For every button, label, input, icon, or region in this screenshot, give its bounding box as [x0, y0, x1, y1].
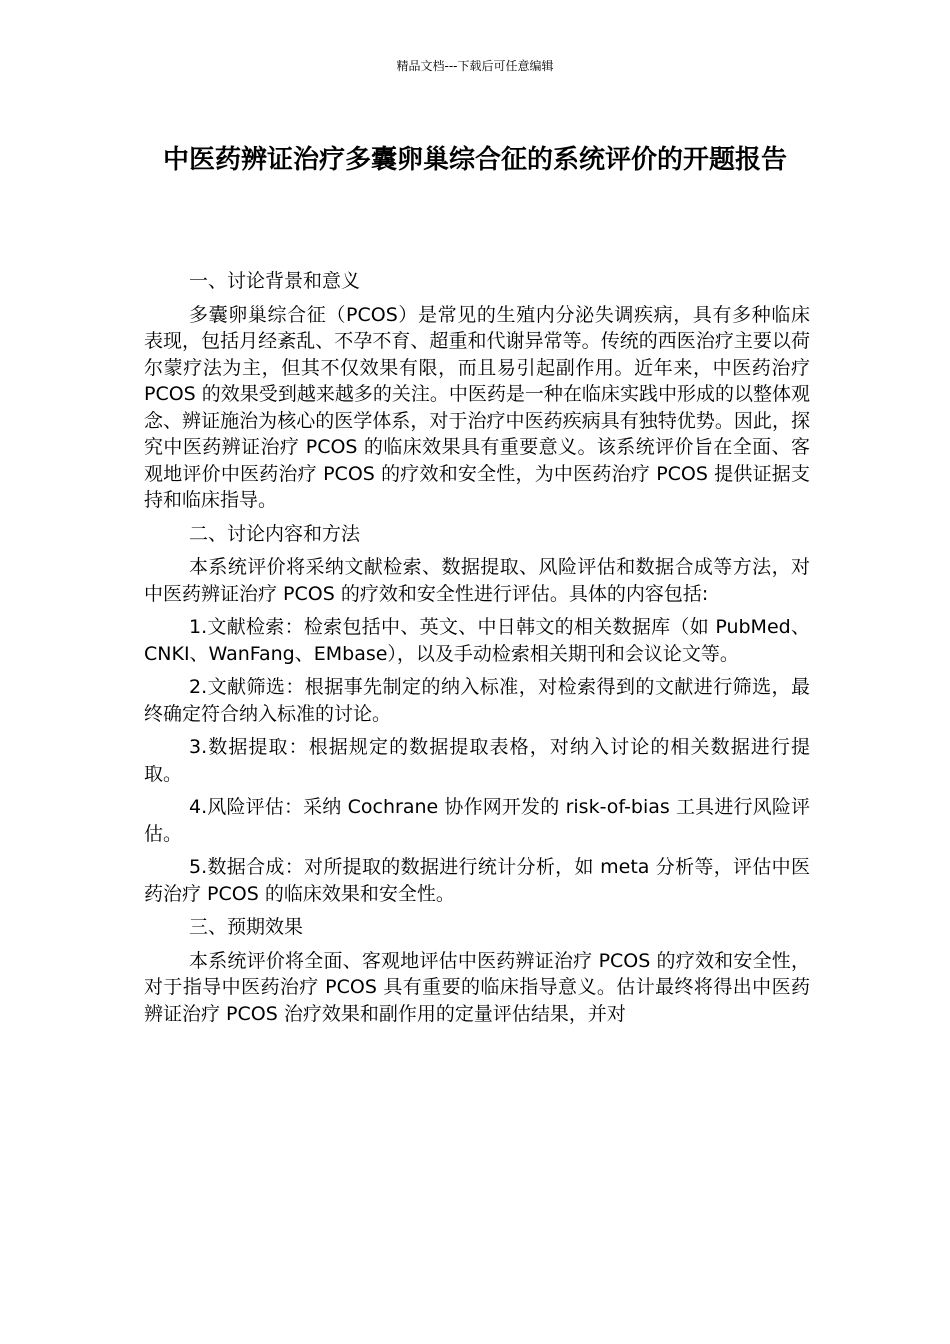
- paragraph-background: 多囊卵巢综合征（PCOS）是常见的生殖内分泌失调疾病，具有多种临床表现，包括月经紊乱、不孕不育、超重和代谢异常等。传统的西医治疗主要以荷尔蒙疗法为主，但其不仅效果有限，而且易引起副作用。近年来，中医药治疗 PCOS 的效果受到越来越多的关注。中医药是一种在临床实践中形成的以整体观念、辨证施治为核心的医学体系，对于治疗中医药疾病具有独特优势。因此，探究中医药辨证治疗 PCOS 的临床效果具有重要意义。该系统评价旨在全面、客观地评价中医药治疗 PCOS 的疗效和安全性，为中医药治疗 PCOS 提供证据支持和临床指导。: [144, 303, 810, 511]
- list-item-data-extraction: 3.数据提取：根据规定的数据提取表格，对纳入讨论的相关数据进行提取。: [144, 736, 810, 785]
- list-item-data-synthesis: 5.数据合成：对所提取的数据进行统计分析，如 meta 分析等，评估中医药治疗 PCOS 的临床效果和安全性。: [144, 856, 810, 905]
- paragraph-expected-results: 本系统评价将全面、客观地评估中医药辨证治疗 PCOS 的疗效和安全性，对于指导中医药治疗 PCOS 具有重要的临床指导意义。估计最终将得出中医药辨证治疗 PCOS 治疗效果和副作用的定量评估结果，并对: [144, 949, 810, 1025]
- list-item-literature-search: 1.文献检索：检索包括中、英文、中日韩文的相关数据库（如 PubMed、CNKI、WanFang、EMbase），以及手动检索相关期刊和会议论文等。: [144, 616, 810, 665]
- header-note: 精品文档---下载后可任意编辑: [396, 59, 554, 73]
- list-item-literature-screening: 2.文献筛选：根据事先制定的纳入标准，对检索得到的文献进行筛选，最终确定符合纳入标准的讨论。: [144, 676, 810, 725]
- section-heading-content-methods: 二、讨论内容和方法: [189, 522, 361, 545]
- section-heading-background: 一、讨论背景和意义: [189, 270, 361, 292]
- document-body: [144, 268, 810, 1034]
- section-heading-expected-results: 三、预期效果: [189, 916, 304, 938]
- list-item-risk-assessment: 4.风险评估：采纳 Cochrane 协作网开发的 risk-of-bias 工具进行风险评估。: [144, 796, 810, 845]
- document-title: 中医药辨证治疗多囊卵巢综合征的系统评价的开题报告: [162, 145, 787, 175]
- paragraph-methods-intro: 本系统评价将采纳文献检索、数据提取、风险评估和数据合成等方法，对中医药辨证治疗 PCOS 的疗效和安全性进行评估。具体的内容包括:: [144, 556, 810, 605]
